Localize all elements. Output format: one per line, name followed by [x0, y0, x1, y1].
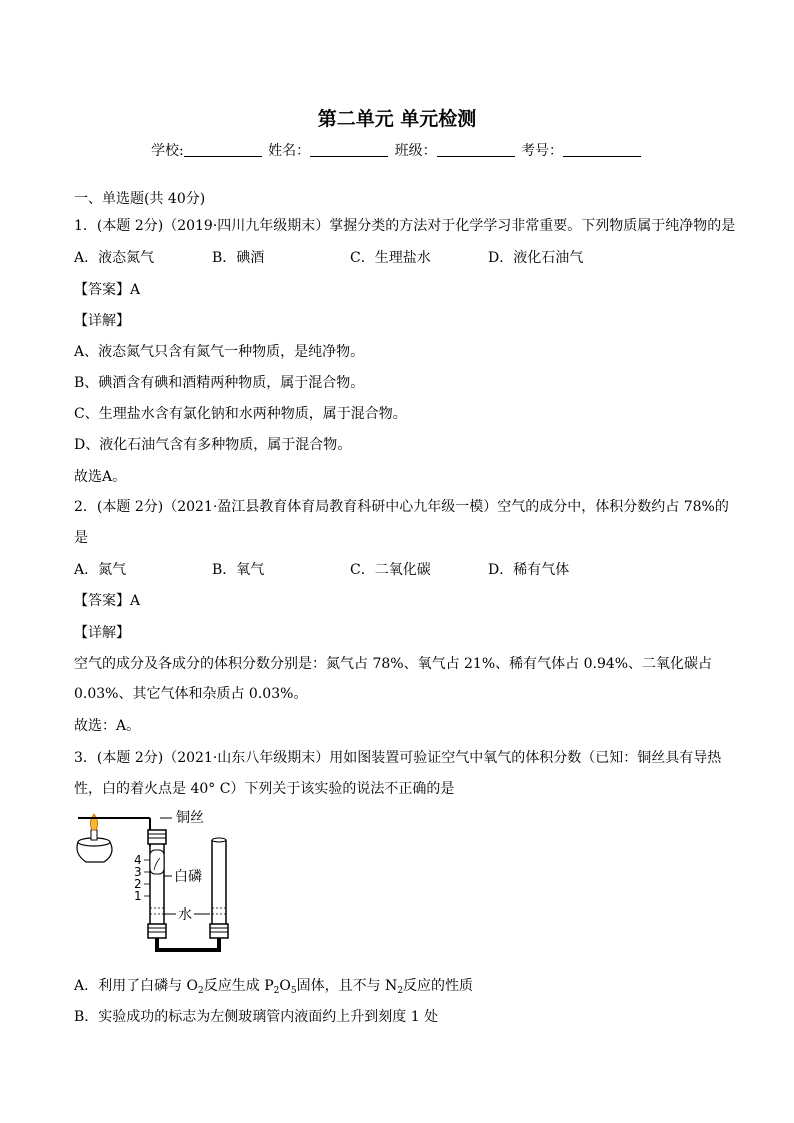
q1-detail-c: C、生理盐水含有氯化钠和水两种物质，属于混合物。 [74, 406, 407, 422]
q2-answer: 【答案】A [74, 593, 141, 609]
scale-2: 2 [134, 877, 142, 891]
scale-1: 1 [134, 889, 142, 903]
apparatus-figure [64, 806, 264, 956]
class-blank[interactable] [437, 142, 515, 157]
class-label: 班级： [394, 143, 437, 159]
right-glass-tube [210, 838, 228, 938]
q3-option-a: A．利用了白磷与 $O_2$反应生成 $P_2O_5$固体，且不与 $N_2$反应的性质 [74, 978, 474, 996]
q2-options [74, 560, 626, 580]
q1-answer: 【答案】A [74, 282, 141, 298]
q2-detail-label: 【详解】 [74, 625, 130, 641]
q3-option-b: B．实验成功的标志为左侧玻璃管内液面约上升到刻度 1 处 [74, 1009, 439, 1025]
q2-option-d: D．稀有气体 [488, 562, 570, 578]
q1-detail-d: D、液化石油气含有多种物质，属于混合物。 [74, 437, 352, 453]
number-label: 考号： [521, 143, 564, 159]
q3-stem-line1: 3．(本题 2分)（2021·山东八年级期末）用如图装置可验证空气中氧气的体积分数（已知：铜丝具有导热 [74, 750, 722, 766]
q1-stem: 1．(本题 2分)（2019·四川九年级期末）掌握分类的方法对于化学学习非常重要。下列物质属于纯净物的是 [74, 218, 736, 234]
water-label: 水 [178, 907, 192, 923]
scale-3: 3 [134, 865, 142, 879]
name-blank[interactable] [310, 142, 388, 157]
left-glass-tube [148, 830, 166, 938]
q1-detail-b: B、碘酒含有碘和酒精两种物质，属于混合物。 [74, 375, 365, 391]
q3-stem-line2: 性，白的着火点是 40° C）下列关于该实验的说法不正确的是 [74, 781, 455, 797]
q1-conclusion: 故选A。 [74, 469, 127, 485]
q2-detail-line1: 空气的成分及各成分的体积分数分别是：氮气占 78%、氧气占 21%、稀有气体占 0.94%、二氧化碳占 [74, 656, 713, 672]
q2-stem-line2: 是 [74, 530, 88, 546]
page-title: 第二单元 单元检测 [317, 108, 477, 130]
name-label: 姓名： [268, 143, 311, 159]
q1-options [74, 248, 626, 268]
section-heading: 一、单选题(共 40分) [74, 191, 206, 207]
number-blank[interactable] [563, 142, 641, 157]
q1-detail-a: A、液态氮气只含有氮气一种物质，是纯净物。 [74, 344, 365, 360]
q1-detail-label: 【详解】 [74, 313, 130, 329]
q2-option-b: B．氧气 [212, 562, 265, 578]
q2-option-c: C．二氧化碳 [350, 562, 431, 578]
q2-stem-line1: 2．(本题 2分)（2021·盈江县教育体育局教育科研中心九年级一模）空气的成分中，体积分数约占 78%的 [74, 499, 729, 515]
q1-option-b: B．碘酒 [212, 250, 265, 266]
school-blank[interactable] [184, 142, 262, 157]
q1-option-a: A．液态氮气 [74, 250, 155, 266]
copper-label: 铜丝 [176, 810, 204, 826]
school-label: 学校: [150, 143, 184, 159]
rubber-tube [157, 938, 219, 950]
q1-option-c: C．生理盐水 [350, 250, 431, 266]
alcohol-lamp-icon [77, 814, 112, 862]
q2-conclusion: 故选：A。 [74, 718, 141, 734]
q1-option-d: D．液化石油气 [488, 250, 584, 266]
q2-option-a: A．氮气 [74, 562, 127, 578]
phosphorus-label: 白磷 [174, 869, 202, 885]
scale-4: 4 [134, 853, 142, 867]
student-info-row [0, 140, 794, 160]
q2-detail-line2: 0.03%、其它气体和杂质占 0.03%。 [74, 686, 308, 702]
